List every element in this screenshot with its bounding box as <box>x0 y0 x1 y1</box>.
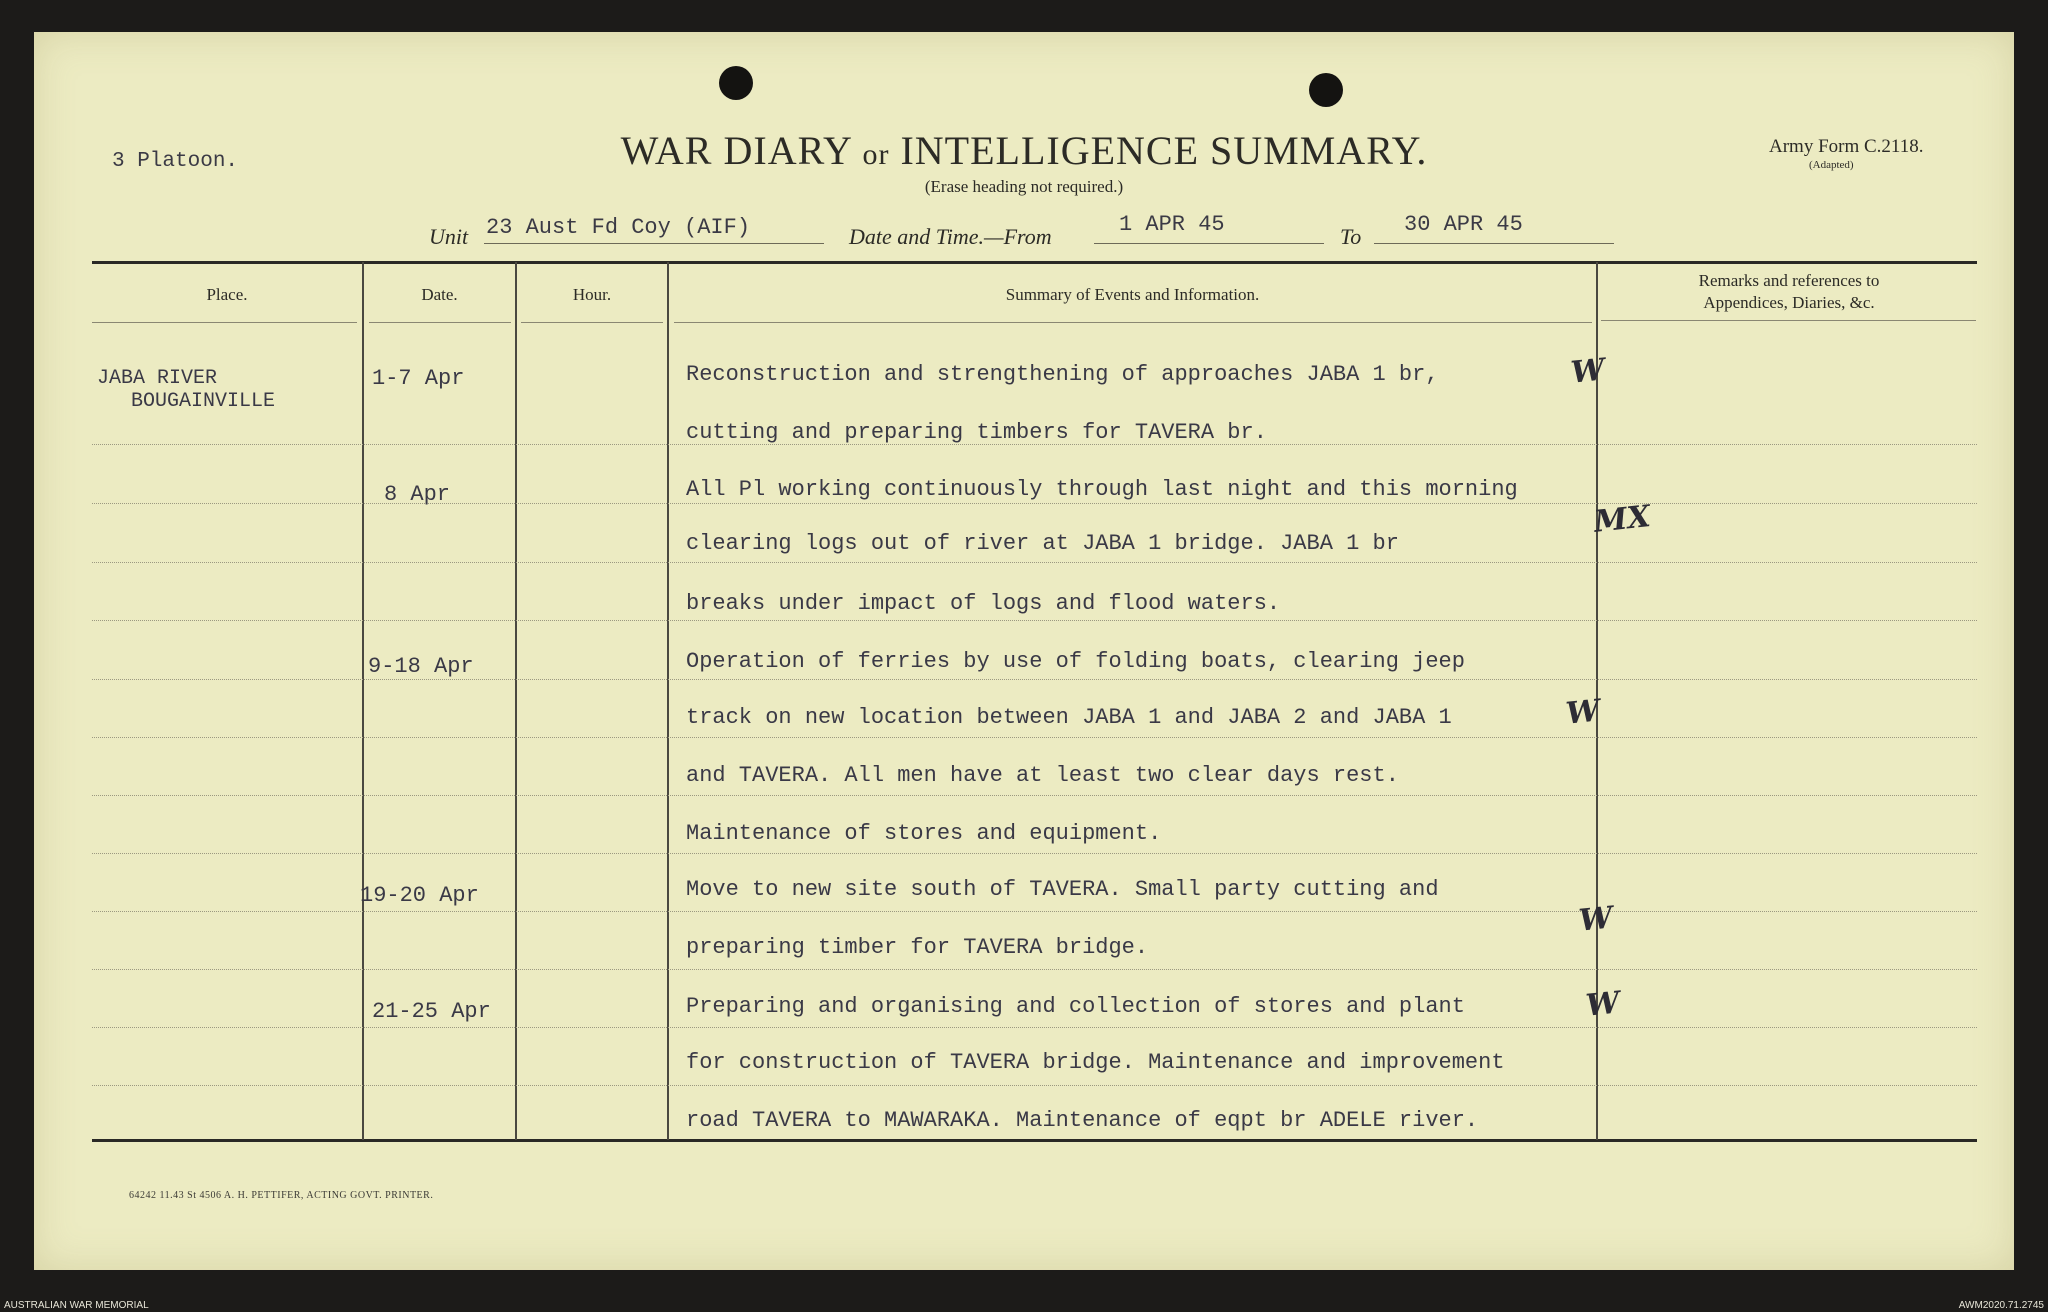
summary-line: Preparing and organising and collection of stores and plant <box>686 994 1465 1019</box>
summary-line: for construction of TAVERA bridge. Maintenance and improvement <box>686 1050 1505 1075</box>
header-rule <box>521 322 663 323</box>
date-entry: 9-18 Apr <box>368 654 474 679</box>
ruled-line <box>92 620 1977 621</box>
date-entry: 21-25 Apr <box>372 999 491 1024</box>
remarks-header-line1: Remarks and references to <box>1698 271 1880 290</box>
column-header-place: Place. <box>206 285 248 304</box>
punch-hole <box>719 66 753 100</box>
date-from-underline <box>1094 243 1324 244</box>
summary-line: Maintenance of stores and equipment. <box>686 821 1162 846</box>
column-divider-hour <box>667 262 669 1140</box>
date-entry: 19-20 Apr <box>360 883 479 908</box>
remarks-header-line2: Appendices, Diaries, &c. <box>1703 293 1875 312</box>
column-header-date: Date. <box>421 285 458 304</box>
printer-imprint: 64242 11.43 St 4506 A. H. PETTIFER, ACTING GOVT. PRINTER. <box>129 1190 434 1201</box>
handwritten-initials: W <box>1584 985 1622 1024</box>
unit-label: Unit <box>429 224 469 249</box>
handwritten-initials: W <box>1564 693 1602 732</box>
adapted-note: (Adapted) <box>1809 159 1854 171</box>
summary-line: clearing logs out of river at JABA 1 bridge. JABA 1 br <box>686 531 1399 556</box>
place-line-1: JABA RIVER <box>97 367 218 390</box>
column-divider-place <box>362 262 364 1140</box>
column-header-summary: Summary of Events and Information. <box>1005 285 1260 304</box>
ruled-line <box>92 679 1977 680</box>
ruled-line <box>92 562 1977 563</box>
title-intelligence-summary: INTELLIGENCE SUMMARY. <box>900 128 1428 173</box>
summary-line: Reconstruction and strengthening of approaches JABA 1 br, <box>686 362 1439 387</box>
header-rule <box>92 322 357 323</box>
title-or: or <box>862 138 890 171</box>
army-form-number: Army Form C.2118. <box>1769 136 1924 157</box>
ruled-line <box>92 911 1977 912</box>
summary-line: cutting and preparing timbers for TAVERA br. <box>686 420 1267 445</box>
handwritten-initials: W <box>1569 352 1607 391</box>
summary-line: All Pl working continuously through last night and this morning <box>686 477 1518 502</box>
form-title <box>34 127 2014 174</box>
column-divider-date <box>515 262 517 1140</box>
date-entry: 8 Apr <box>384 482 451 507</box>
column-header-hour: Hour. <box>572 285 612 304</box>
diary-sheet <box>34 32 2014 1270</box>
header-rule <box>369 322 511 323</box>
column-header-remarks <box>1599 270 1979 314</box>
unit-value: 23 Aust Fd Coy (AIF) <box>486 215 751 240</box>
ruled-line <box>92 503 1977 504</box>
header-rule <box>1601 320 1976 321</box>
summary-line: track on new location between JABA 1 and JABA 2 and JABA 1 <box>686 705 1452 730</box>
ruled-line <box>92 969 1977 970</box>
place-line-2: BOUGAINVILLE <box>131 390 276 413</box>
summary-line: breaks under impact of logs and flood waters. <box>686 591 1281 616</box>
handwritten-initials: MX <box>1592 499 1653 540</box>
summary-line: road TAVERA to MAWARAKA. Maintenance of eqpt br ADELE river. <box>686 1108 1479 1133</box>
punch-hole <box>1309 73 1343 107</box>
ruled-line <box>92 795 1977 796</box>
summary-line: and TAVERA. All men have at least two clear days rest. <box>686 763 1399 788</box>
ruled-line <box>92 737 1977 738</box>
unit-underline <box>484 243 824 244</box>
table-bottom-border <box>92 1139 1977 1142</box>
ruled-line <box>92 853 1977 854</box>
ruled-line <box>92 1027 1977 1028</box>
platoon-label: 3 Platoon. <box>112 150 239 173</box>
date-from-value: 1 APR 45 <box>1119 212 1225 237</box>
archive-footer-right: AWM2020.71.2745 <box>1958 1300 2044 1311</box>
summary-line: Operation of ferries by use of folding boats, clearing jeep <box>686 649 1465 674</box>
summary-line: preparing timber for TAVERA bridge. <box>686 935 1149 960</box>
to-label: To <box>1340 224 1362 249</box>
date-to-underline <box>1374 243 1614 244</box>
summary-line: Move to new site south of TAVERA. Small party cutting and <box>686 877 1439 902</box>
date-label: Date and Time.—From <box>849 224 1052 249</box>
date-entry: 1-7 Apr <box>372 366 465 391</box>
ruled-line <box>92 1085 1977 1086</box>
date-to-value: 30 APR 45 <box>1404 212 1523 237</box>
table-top-border <box>92 261 1977 264</box>
title-war-diary: WAR DIARY <box>620 128 852 173</box>
form-subtitle: (Erase heading not required.) <box>924 177 1124 196</box>
handwritten-initials: W <box>1577 900 1615 939</box>
archive-footer-left: AUSTRALIAN WAR MEMORIAL <box>4 1300 149 1311</box>
header-rule <box>674 322 1592 323</box>
